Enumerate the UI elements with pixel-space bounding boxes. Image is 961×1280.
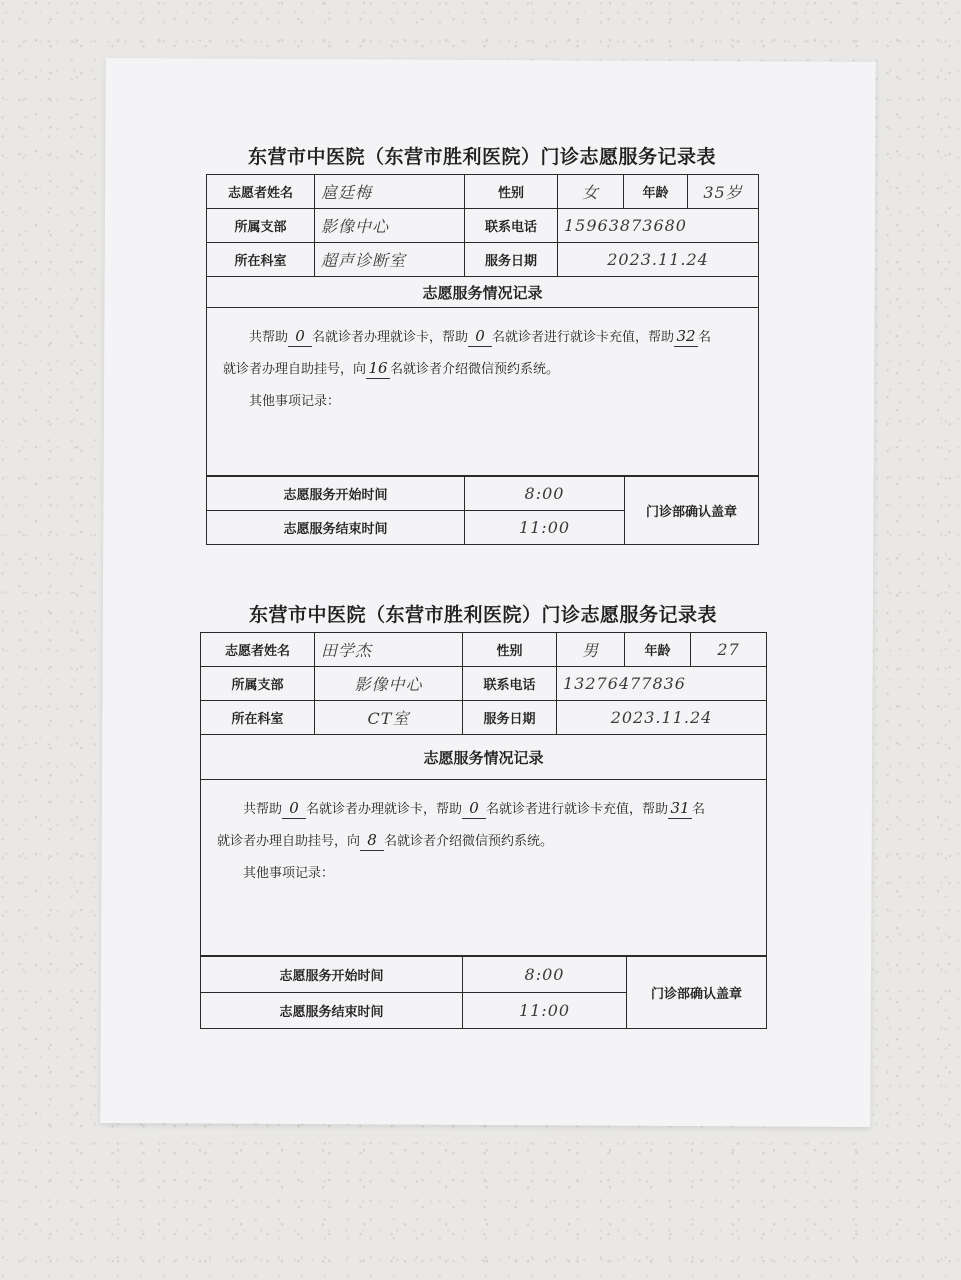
dept-value: CT室 xyxy=(315,701,463,735)
start-time-value: 8:00 xyxy=(465,477,625,511)
gender-value: 男 xyxy=(557,633,625,667)
desc-text: 共帮助 xyxy=(243,802,283,817)
desc-text: 名就诊者进行就诊卡充值，帮助 xyxy=(486,802,669,817)
date-label: 服务日期 xyxy=(463,701,557,735)
age-label: 年龄 xyxy=(625,633,691,667)
section-header: 志愿服务情况记录 xyxy=(207,277,759,308)
phone-value: 15963873680 xyxy=(558,209,759,243)
desc-text: 名 xyxy=(698,330,712,345)
date-value: 2023.11.24 xyxy=(557,701,767,735)
time-table xyxy=(206,476,759,545)
desc-text: 就诊者办理自助挂号，向 xyxy=(223,362,367,377)
stamp-label: 门诊部确认盖章 xyxy=(627,957,767,1029)
count-wechat-intro: 8 xyxy=(360,830,384,851)
desc-text: 名就诊者办理就诊卡，帮助 xyxy=(312,330,469,345)
name-label: 志愿者姓名 xyxy=(207,175,315,209)
dept-label: 所在科室 xyxy=(207,243,315,277)
end-time-label: 志愿服务结束时间 xyxy=(201,993,463,1029)
time-table xyxy=(200,956,767,1029)
name-value: 扈廷梅 xyxy=(315,175,465,209)
info-table xyxy=(206,174,759,476)
count-self-registration: 31 xyxy=(668,798,692,819)
name-value: 田学杰 xyxy=(315,633,463,667)
dept-label: 所在科室 xyxy=(201,701,315,735)
record-form-1 xyxy=(206,140,758,545)
stamp-label: 门诊部确认盖章 xyxy=(625,477,759,545)
other-notes-label: 其他事项记录： xyxy=(249,394,341,409)
record-form-2 xyxy=(200,598,766,1029)
desc-text: 名就诊者办理就诊卡，帮助 xyxy=(306,802,463,817)
count-card-recharge: 0 xyxy=(468,326,492,347)
other-notes-label: 其他事项记录： xyxy=(243,866,335,881)
phone-value: 13276477836 xyxy=(557,667,767,701)
branch-value: 影像中心 xyxy=(315,209,465,243)
branch-label: 所属支部 xyxy=(207,209,315,243)
start-time-value: 8:00 xyxy=(463,957,627,993)
age-label: 年龄 xyxy=(624,175,688,209)
start-time-label: 志愿服务开始时间 xyxy=(201,957,463,993)
end-time-label: 志愿服务结束时间 xyxy=(207,511,465,545)
count-wechat-intro: 16 xyxy=(366,358,390,379)
desc-text: 共帮助 xyxy=(249,330,289,345)
phone-label: 联系电话 xyxy=(463,667,557,701)
phone-label: 联系电话 xyxy=(465,209,558,243)
age-value: 27 xyxy=(691,633,767,667)
section-header: 志愿服务情况记录 xyxy=(201,735,767,780)
gender-value: 女 xyxy=(558,175,624,209)
age-value: 35岁 xyxy=(688,175,759,209)
count-card-recharge: 0 xyxy=(462,798,486,819)
gender-label: 性别 xyxy=(463,633,557,667)
count-cards-issued: 0 xyxy=(288,326,312,347)
end-time-value: 11:00 xyxy=(463,993,627,1029)
desc-text: 就诊者办理自助挂号，向 xyxy=(217,834,361,849)
gender-label: 性别 xyxy=(465,175,558,209)
desc-text: 名就诊者介绍微信预约系统。 xyxy=(384,834,554,849)
service-description xyxy=(201,780,767,956)
count-self-registration: 32 xyxy=(674,326,698,347)
desc-text: 名 xyxy=(692,802,706,817)
date-label: 服务日期 xyxy=(465,243,558,277)
start-time-label: 志愿服务开始时间 xyxy=(207,477,465,511)
form-title: 东营市中医院（东营市胜利医院）门诊志愿服务记录表 xyxy=(247,146,716,168)
count-cards-issued: 0 xyxy=(282,798,306,819)
desc-text: 名就诊者进行就诊卡充值，帮助 xyxy=(492,330,675,345)
form-title: 东营市中医院（东营市胜利医院）门诊志愿服务记录表 xyxy=(248,604,717,626)
name-label: 志愿者姓名 xyxy=(201,633,315,667)
info-table xyxy=(200,632,767,956)
branch-value: 影像中心 xyxy=(315,667,463,701)
dept-value: 超声诊断室 xyxy=(315,243,465,277)
end-time-value: 11:00 xyxy=(465,511,625,545)
date-value: 2023.11.24 xyxy=(558,243,759,277)
desc-text: 名就诊者介绍微信预约系统。 xyxy=(390,362,560,377)
service-description xyxy=(207,308,759,476)
branch-label: 所属支部 xyxy=(201,667,315,701)
